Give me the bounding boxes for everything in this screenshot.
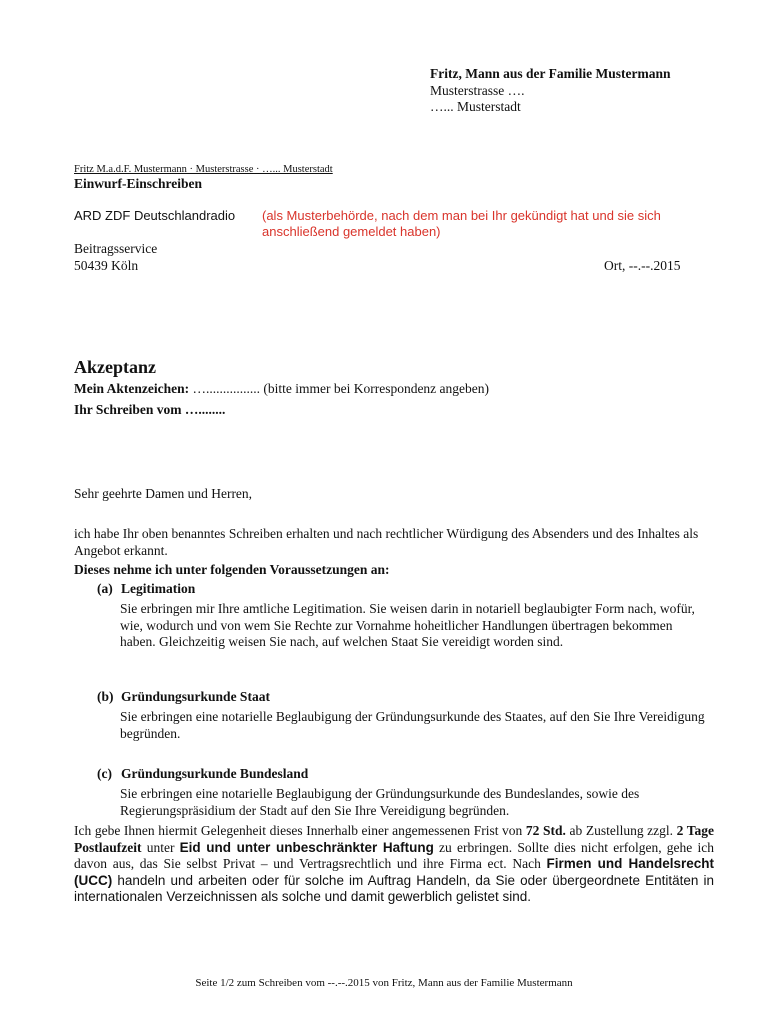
- reference-label: Mein Aktenzeichen:: [74, 381, 190, 396]
- letter-date: Ort, --.--.2015: [604, 258, 681, 273]
- condition-title-text: Gründungsurkunde Bundesland: [121, 766, 309, 781]
- reference-value: …................ (bitte immer bei Korrespondenz angeben): [189, 381, 490, 396]
- closing-text: handeln und arbeiten oder für solche im Auftrag Handeln, da Sie oder übergeordnete Entitäten in internationalen Verzeichnissen als solche und damit gewerblich gelistet sind.: [74, 872, 714, 904]
- sender-address: [430, 66, 750, 116]
- closing-text: ab Zustellung zzgl.: [565, 823, 677, 838]
- condition-marker: (c): [97, 766, 112, 781]
- condition-title-text: Gründungsurkunde Staat: [121, 689, 270, 704]
- recipient-name: ARD ZDF Deutschlandradio: [74, 208, 236, 223]
- intro-paragraph: ich habe Ihr oben benanntes Schreiben erhalten und nach rechtlicher Würdigung des Absenders und des Inhaltes als Angebot erkannt.: [74, 526, 699, 558]
- closing-ucc: Firmen und Handelsrecht (UCC): [74, 856, 714, 888]
- condition-marker: (a): [97, 581, 113, 596]
- subject-heading: Akzeptanz: [74, 357, 156, 377]
- return-address-line: Fritz M.a.d.F. Mustermann · Musterstrasse · …... Musterstadt: [74, 164, 333, 175]
- letter-reference: Ihr Schreiben vom …........: [74, 402, 226, 417]
- sender-street: Musterstrasse ….: [430, 82, 525, 98]
- conditions-intro: Dieses nehme ich unter folgenden Voraussetzungen an:: [74, 562, 390, 577]
- closing-text: Ich gebe Ihnen hiermit Gelegenheit dieses Innerhalb einer angemessenen Frist von: [74, 823, 526, 838]
- closing-text: unter: [141, 839, 180, 855]
- closing-oath: Eid und unter unbeschränkter Haftung: [179, 839, 434, 855]
- closing-paragraph: [74, 823, 714, 906]
- salutation: Sehr geehrte Damen und Herren,: [74, 486, 253, 501]
- condition-title: [97, 581, 195, 598]
- page-footer: Seite 1/2 zum Schreiben vom --.--.2015 von Fritz, Mann aus der Familie Mustermann: [195, 977, 573, 989]
- sender-name: Fritz, Mann aus der Familie Mustermann: [430, 66, 671, 81]
- sender-city: …... Musterstadt: [430, 99, 521, 114]
- condition-marker: (b): [97, 689, 114, 704]
- closing-text: zu erbringen. Sollte dies nicht erfolgen, gehe ich davon aus, das Sie selbst Privat – und Vertragsrechtlich und ihre Firma ect. Nach: [74, 839, 714, 871]
- letter-type: Einwurf-Einschreiben: [74, 176, 203, 191]
- recipient-note: (als Musterbehörde, nach dem man bei Ihr gekündigt hat und sie sich anschließend gemeldet haben): [262, 208, 661, 239]
- condition-body: Sie erbringen eine notarielle Beglaubigung der Gründungsurkunde des Bundeslandes, sowie des Regierungspräsidium der Stadt auf den Sie Ihre Vereidigung begründen.: [120, 786, 640, 818]
- recipient-city: 50439 Köln: [74, 258, 139, 273]
- closing-postal-time: 2 Tage Postlaufzeit: [74, 823, 714, 855]
- condition-title: [97, 766, 308, 783]
- condition-body: Sie erbringen eine notarielle Beglaubigung der Gründungsurkunde des Staates, auf den Sie Ihre Vereidigung begründen.: [120, 709, 705, 741]
- reference-line: [74, 381, 489, 398]
- closing-deadline: 72 Std.: [525, 823, 566, 838]
- condition-body: Sie erbringen mir Ihre amtliche Legitimation. Sie weisen darin in notariell beglaubigter Form nach, wofür, wie, wodurch und von wem Sie Rechte zur Vornahme hoheitlicher Handlungen übertragen bekommen haben. Gleichzeitig weisen Sie nach, auf welchen Staat Sie vereidigt worden sind.: [120, 601, 695, 649]
- recipient-department: Beitragsservice: [74, 241, 158, 256]
- condition-title: [97, 689, 270, 706]
- condition-title-text: Legitimation: [121, 581, 196, 596]
